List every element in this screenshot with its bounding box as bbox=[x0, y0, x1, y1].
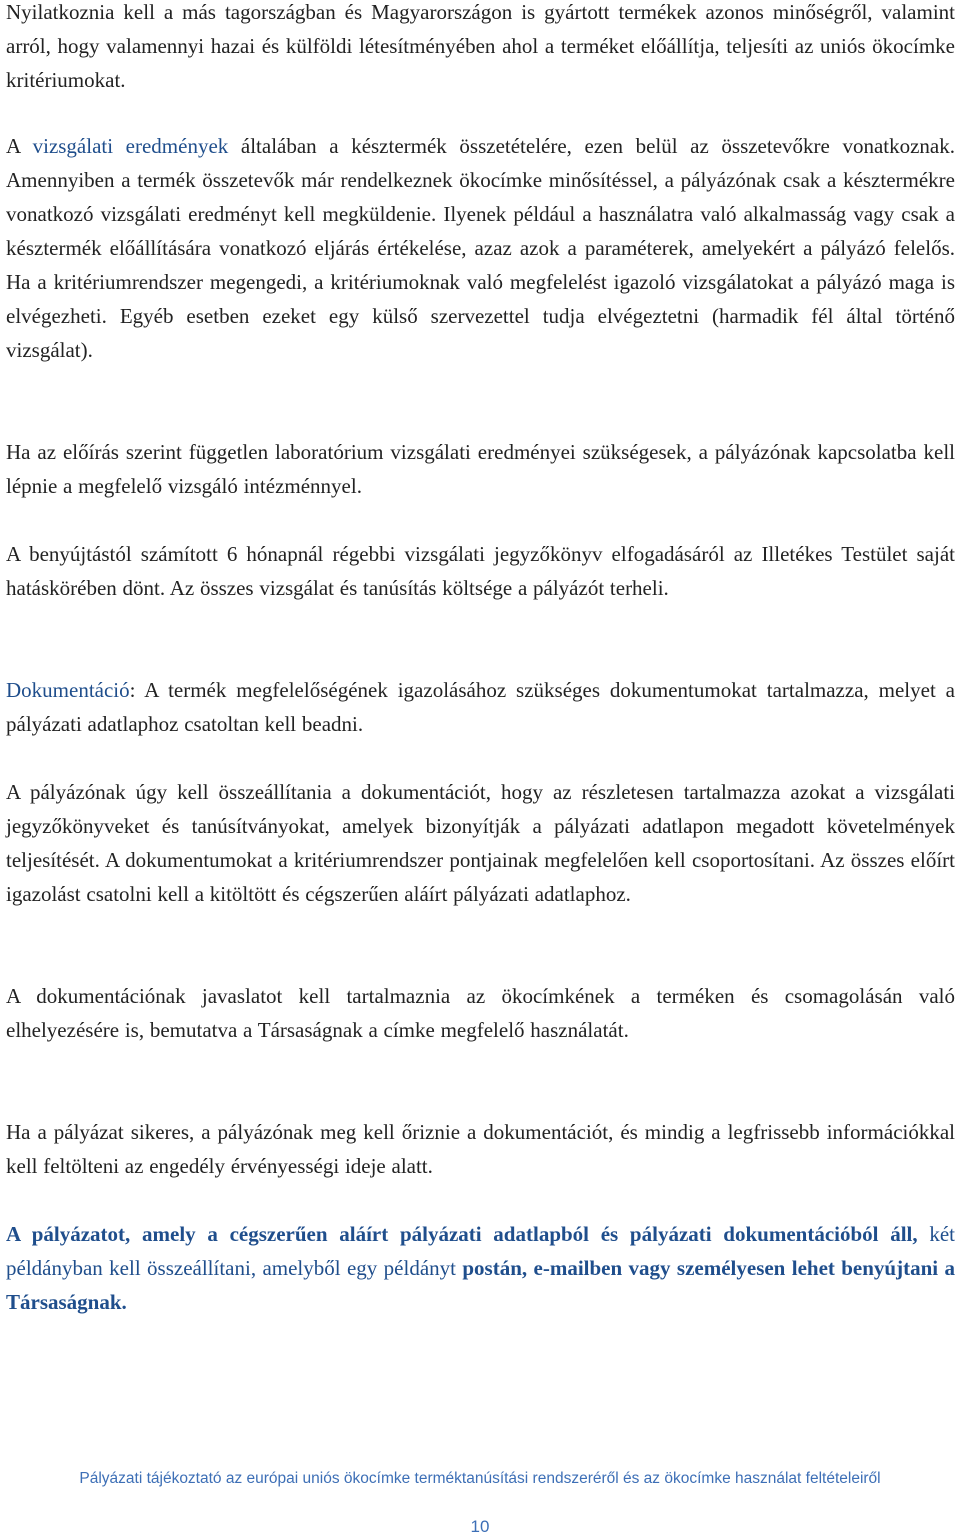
test-results-body: általában a késztermék összetételére, ezen belül az összetevőkre vonatkoznak. Amennyiben a termék összetevők már rendelkeznek ökocímke minősítéssel, a pályázónak csak a késztermékre vonatkozó vizsgálati eredményt kell megküldenie. Ilyenek például a használatra való alkalmasság vagy csak a késztermék előállítására vonatkozó eljárás értékelése, azaz azok a paraméterek, amelyekért a pályázó felelős. Ha a kritériumrendszer megengedi, a kritériumoknak való megfelelést igazoló vizsgálatokat a pályázó maga is elvégezheti. Egyéb esetben ezeket egy külső szervezettel tudja elvégeztetni (harmadik fél által történő vizsgálat). bbox=[6, 134, 955, 362]
paragraph-quality-declaration: Nyilatkoznia kell a más tagországban és Magyarországon is gyártott termékek azonos minőségről, valamint arról, hogy valamennyi hazai és külföldi létesítményében ahol a terméket előállítja, teljesíti az uniós ökocímke kritériumokat. bbox=[6, 0, 955, 92]
test-results-highlight: vizsgálati eredmények bbox=[32, 134, 229, 158]
paragraph-independent-lab: Ha az előírás szerint független laboratórium vizsgálati eredményei szükségesek, a pályázónak kapcsolatba kell lépnie a megfelelő vizsgáló intézménnyel. bbox=[6, 440, 955, 498]
footer-title: Pályázati tájékoztató az európai uniós ökocímke terméktanúsítási rendszeréről és az ökocímke használat feltételeiről bbox=[79, 1470, 881, 1487]
paragraph-documentation-structure: A pályázónak úgy kell összeállítania a dokumentációt, hogy az részletesen tartalmazza azokat a vizsgálati jegyzőkönyveket és tanúsítványokat, amelyek bizonyítják a pályázati adatlapon megadott követelmények teljesítését. A dokumentumokat a kritériumrendszer pontjainak megfelelően kell csoportosítani. Az összes előírt igazolást csatolni kell a kitöltött és cégszerűen aláírt pályázati adatlaphoz. bbox=[6, 780, 955, 906]
submission-bold-tail: postán, e-mailben vagy személyesen lehet benyújtani a Társaságnak. bbox=[6, 1256, 955, 1314]
test-results-lead: A bbox=[6, 134, 33, 158]
paragraph-submission bbox=[6, 1217, 955, 1319]
submission-bold-lead: A pályázatot, amely a cégszerűen aláírt pályázati adatlapból és pályázati dokumentációból áll, bbox=[6, 1222, 918, 1246]
paragraph-test-results bbox=[6, 129, 955, 367]
paragraph-label-placement: A dokumentációnak javaslatot kell tartalmaznia az ökocímkének a terméken és csomagolásán való elhelyezésére is, bemutatva a Társaságnak a címke megfelelő használatát. bbox=[6, 984, 955, 1042]
submission-normal: két példányban kell összeállítani, amelyből egy példányt bbox=[6, 1222, 956, 1280]
paragraph-retain-documentation: Ha a pályázat sikeres, a pályázónak meg kell őriznie a dokumentációt, és mindig a legfrissebb információkkal kell feltölteni az engedély érvényességi ideje alatt. bbox=[6, 1120, 955, 1178]
documentation-body: : A termék megfelelőségének igazolásához szükséges dokumentumokat tartalmazza, melyet a pályázati adatlaphoz csatoltan kell beadni. bbox=[6, 678, 955, 736]
page-number: 10 bbox=[470, 1517, 490, 1536]
paragraph-documentation bbox=[6, 673, 955, 741]
documentation-highlight: Dokumentáció bbox=[6, 678, 130, 702]
paragraph-report-validity: A benyújtástól számított 6 hónapnál régebbi vizsgálati jegyzőkönyv elfogadásáról az Illetékes Testület saját hatáskörében dönt. Az összes vizsgálat és tanúsítás költsége a pályázót terheli. bbox=[6, 542, 955, 600]
